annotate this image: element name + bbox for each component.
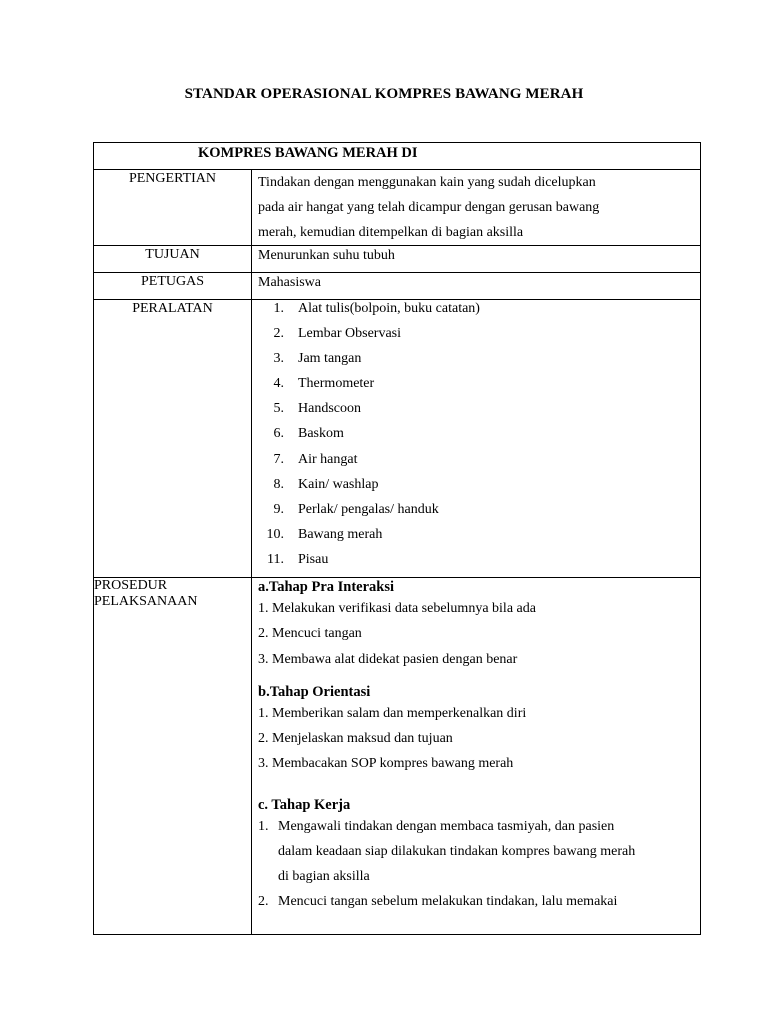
equipment-item: 3. Jam tangan <box>273 351 362 367</box>
label-tujuan: TUJUAN <box>94 246 252 273</box>
procedure-step: 2. Menjelaskan maksud dan tujuan <box>258 731 453 747</box>
pengertian-line: Tindakan dengan menggunakan kain yang sudah dicelupkan <box>258 175 596 190</box>
label-petugas: PETUGAS <box>94 273 252 300</box>
procedure-step: 2. Mencuci tangan <box>258 626 362 642</box>
value-petugas: Mahasiswa <box>252 273 701 300</box>
table-header: KOMPRES BAWANG MERAH DI <box>94 143 701 170</box>
equipment-item: 4. Thermometer <box>273 376 375 392</box>
label-pengertian: PENGERTIAN <box>94 170 252 246</box>
stage-heading-pra-interaksi: a.Tahap Pra Interaksi <box>258 579 395 595</box>
procedure-step: 1. Melakukan verifikasi data sebelumnya bila ada <box>258 601 536 616</box>
equipment-item: 5. Handscoon <box>273 401 361 417</box>
equipment-item: 6. Baskom <box>273 426 344 442</box>
document-title: STANDAR OPERASIONAL KOMPRES BAWANG MERAH <box>184 86 584 102</box>
value-prosedur <box>252 578 701 935</box>
row-tujuan <box>94 246 701 273</box>
label-prosedur: PROSEDUR PELAKSANAAN <box>94 578 252 935</box>
label-peralatan: PERALATAN <box>94 300 252 578</box>
stage-heading-kerja: c. Tahap Kerja <box>258 796 351 813</box>
row-petugas <box>94 273 701 300</box>
procedure-step: 3. Membawa alat didekat pasien dengan benar <box>258 651 518 667</box>
row-prosedur <box>94 578 701 935</box>
equipment-item: 11. Pisau <box>267 551 329 567</box>
procedure-step: 1. Mengawali tindakan dengan membaca tasmiyah, dan pasien dalam keadaan siap dilakukan tindakan kompres bawang merah di bagian aksilla <box>258 818 636 884</box>
value-pengertian <box>252 170 701 246</box>
row-pengertian <box>94 170 701 246</box>
equipment-item: 10. Bawang merah <box>266 526 383 542</box>
equipment-item: 2. Lembar Observasi <box>273 326 402 342</box>
equipment-item: 1. Alat tulis(bolpoin, buku catatan) <box>273 301 480 316</box>
value-peralatan <box>252 300 701 578</box>
equipment-list <box>252 300 700 576</box>
equipment-item: 8. Kain/ washlap <box>273 476 379 492</box>
sop-table <box>93 142 701 935</box>
equipment-item: 9. Perlak/ pengalas/ handuk <box>273 501 439 517</box>
equipment-item: 7. Air hangat <box>273 451 358 467</box>
value-tujuan: Menurunkan suhu tubuh <box>252 246 701 273</box>
pengertian-line: pada air hangat yang telah dicampur dengan gerusan bawang <box>258 200 600 215</box>
procedure-step: 2. Mencuci tangan sebelum melakukan tindakan, lalu memakai <box>258 893 618 909</box>
procedure-step: 3. Membacakan SOP kompres bawang merah <box>258 756 514 772</box>
pengertian-line: merah, kemudian ditempelkan di bagian aksilla <box>258 225 524 240</box>
stage-heading-orientasi: b.Tahap Orientasi <box>258 683 371 700</box>
row-peralatan <box>94 300 701 578</box>
procedure-step: 1. Memberikan salam dan memperkenalkan diri <box>258 705 527 721</box>
